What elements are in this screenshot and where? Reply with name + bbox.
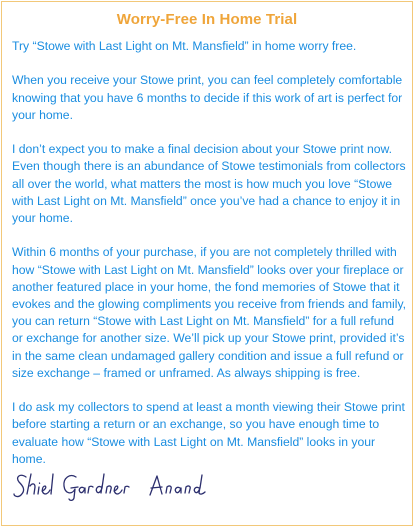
paragraph-intro: Try “Stowe with Last Light on Mt. Mansfield” in home worry free. <box>12 39 357 53</box>
paragraph-return-policy: Within 6 months of your purchase, if you are not completely thrilled with how “Stowe with Last Light on Mt. Mansfield” looks over your fireplace or another featured place in your home, the fond memories of Stowe that it evokes and the glowing compliments you receive from friends and family, you can return “Stowe with Last Light on Mt. Mansfield” for a full refund or exchange for another size. We’ll pick up your Stowe print, provided it’s in the same clean undamaged gallery condition and issue a full refund or size exchange – framed or unframed. As always shipping is free. <box>12 245 407 380</box>
paragraph-no-decision: I don’t expect you to make a final decision about your Stowe print now. Even though there is an abundance of Stowe testimonials from collectors all over the world, what matters the most is how much you love “Stowe with Last Light on Mt. Mansfield” once you’ve had a chance to enjoy it in your home. <box>12 142 406 225</box>
card-body <box>12 38 408 485</box>
paragraph-six-months: When you receive your Stowe print, you can feel completely comfortable knowing that you have 6 months to decide if this work of art is perfect for your home. <box>12 73 403 122</box>
paragraph-viewing-request: I do ask my collectors to spend at least a month viewing their Stowe print before starting a return or an exchange, so you have enough time to evaluate how “Stowe with Last Light on Mt. Mansfield” looks in your home. <box>12 400 405 466</box>
trial-card <box>1 1 413 526</box>
handwritten-signature <box>10 468 210 502</box>
card-title: Worry-Free In Home Trial <box>116 11 298 28</box>
